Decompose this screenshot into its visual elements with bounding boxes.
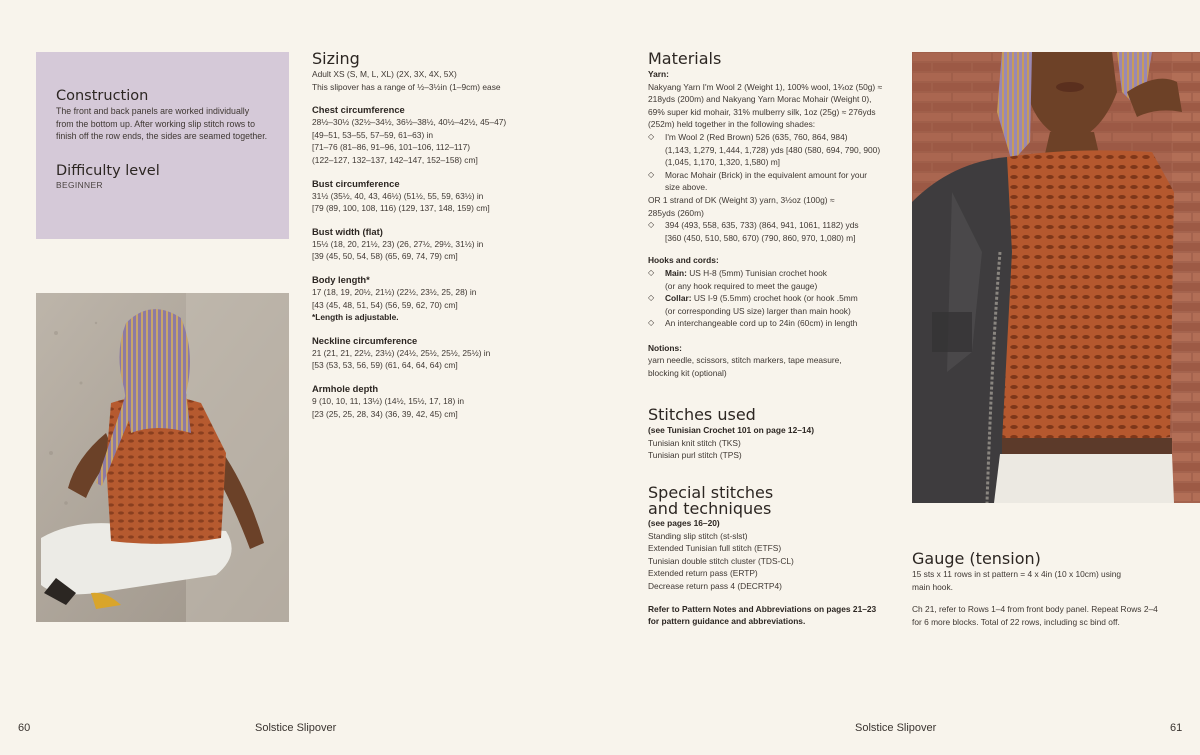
sizing-subsection-title: Chest circumference: [312, 104, 405, 116]
gauge-line: main hook.: [912, 581, 953, 592]
special-stitch-item: Standing slip stitch (st-slst): [648, 530, 748, 541]
bullet-item: [648, 169, 898, 194]
hook-label: Main:: [665, 267, 687, 278]
sizing-value-line: [49–51, 53–55, 57–59, 61–63) in: [312, 129, 434, 140]
notions-label: Notions:: [648, 342, 682, 353]
sizing-subsection-title: Bust width (flat): [312, 225, 383, 237]
sizing-subsection-body: [312, 116, 602, 166]
page-number-right: 61: [1170, 722, 1183, 734]
page-number-left: 60: [18, 722, 31, 734]
materials-section: [648, 49, 898, 380]
back-view-illustration: [36, 293, 289, 622]
sizing-subsection: [312, 177, 602, 215]
special-stitches-section: [648, 485, 898, 628]
sizing-subsection-body: [312, 190, 602, 215]
sizing-subsection: [312, 225, 602, 263]
bullet-line: I'm Wool 2 (Red Brown) 526 (635, 760, 864, 984): [665, 131, 848, 142]
hook-label: Collar:: [665, 293, 692, 304]
gauge-line: for 6 more blocks. Total of 22 rows, including sc bind off.: [912, 616, 1120, 627]
construction-heading: Construction: [56, 88, 149, 104]
bullet-diamond-icon: ◇: [648, 267, 655, 277]
bullet-line: [360 (450, 510, 580, 670) (790, 860, 970, 1,080) m]: [665, 232, 856, 243]
gauge-heading: Gauge (tension): [912, 549, 1041, 568]
notions-line: yarn needle, scissors, stitch markers, tape measure,: [648, 355, 842, 366]
bullet-line: (1,045, 1,170, 1,320, 1,580) m]: [665, 157, 781, 168]
hook-item: [648, 317, 898, 330]
sizing-section: [312, 49, 602, 430]
sizing-subsection-body: [312, 347, 602, 372]
sizing-value-line: 9 (10, 10, 11, 13½) (14½, 15½, 17, 18) in: [312, 395, 465, 406]
yarn-line: (252m) held together in the following shades:: [648, 119, 816, 130]
stitch-item: Tunisian knit stitch (TKS): [648, 437, 741, 448]
gauge-line: 15 sts x 11 rows in st pattern = 4 x 4in (10 x 10cm) using: [912, 569, 1122, 579]
bullet-diamond-icon: ◇: [648, 220, 655, 230]
gauge-line: Ch 21, refer to Rows 1–4 from front body panel. Repeat Rows 2–4: [912, 604, 1158, 615]
special-stitch-item: Tunisian double stitch cluster (TDS-CL): [648, 555, 794, 566]
special-note: Refer to Pattern Notes and Abbreviations on pages 21–23: [648, 603, 877, 614]
construction-panel: [36, 52, 289, 239]
photo-front-view: [912, 52, 1200, 503]
running-title-left: Solstice Slipover: [255, 722, 337, 734]
sizing-subsection-body: [312, 286, 602, 324]
stitches-used-ref: (see Tunisian Crochet 101 on page 12–14): [648, 425, 815, 435]
hook-text: An interchangeable cord up to 24in (60cm) in length: [665, 318, 858, 329]
sizing-intro: [312, 68, 602, 93]
yarn-line: 218yds (200m) and Nakyang Yarn Morac Mohair (Weight 0),: [648, 94, 872, 105]
hook-item: [648, 292, 898, 317]
bullet-line: Morac Mohair (Brick) in the equivalent amount for your: [665, 169, 868, 180]
construction-text: The front and back panels are worked individually from the bottom up. After working slip stitch rows to finish off the row ends, the sides are seamed together.: [56, 106, 268, 142]
yarn-line: 69% super kid mohair, 31% mulberry silk, 1oz (25g) ≈ 276yds: [648, 106, 876, 117]
gauge-section: [912, 549, 1182, 628]
sizing-subsection-title: Bust circumference: [312, 177, 400, 189]
sizing-value-line: [71–76 (81–86, 91–96, 101–106, 112–117): [312, 142, 471, 153]
bullet-diamond-icon: ◇: [648, 131, 655, 141]
sizing-value-line: [79 (89, 100, 108, 116) (129, 137, 148, 159) cm]: [312, 203, 490, 214]
yarn-alt-line: 285yds (260m): [648, 207, 704, 218]
sizing-subsection: [312, 382, 602, 420]
sizing-subsection: [312, 334, 602, 372]
hook-item: [648, 267, 898, 292]
sizing-value-line: 21 (21, 21, 22½, 23½) (24½, 25½, 25½, 25½) in: [312, 347, 491, 358]
hook-text: US I-9 (5.5mm) crochet hook (or hook .5mm: [691, 293, 858, 304]
sizing-value-line: 15½ (18, 20, 21½, 23) (26, 27½, 29½, 31½) in: [312, 238, 484, 249]
hook-line: [665, 267, 898, 280]
special-title-2: and techniques: [648, 499, 772, 518]
special-stitches-heading: [648, 485, 898, 517]
hook-line: [665, 317, 898, 330]
materials-heading: Materials: [648, 49, 722, 68]
special-stitch-item: Extended Tunisian full stitch (ETFS): [648, 543, 782, 554]
front-view-illustration: [912, 52, 1200, 503]
sizing-subsection-body: [312, 395, 602, 420]
running-title-right: Solstice Slipover: [855, 722, 937, 734]
sizing-line: Adult XS (S, M, L, XL) (2X, 3X, 4X, 5X): [312, 69, 457, 79]
sizing-value-line: (122–127, 132–137, 142–147, 152–158) cm]: [312, 154, 478, 165]
sizing-subsection-body: [312, 238, 602, 263]
special-note: for pattern guidance and abbreviations.: [648, 616, 806, 627]
sizing-heading: Sizing: [312, 49, 360, 68]
yarn-label: Yarn:: [648, 69, 669, 79]
photo-back-view: [36, 293, 289, 622]
sizing-subsection: [312, 103, 602, 166]
difficulty-heading: Difficulty level: [56, 162, 160, 179]
sizing-value-line: [39 (45, 50, 54, 58) (65, 69, 74, 79) cm]: [312, 251, 458, 262]
hook-text: US H-8 (5mm) Tunisian crochet hook: [686, 267, 827, 278]
stitch-item: Tunisian purl stitch (TPS): [648, 450, 742, 461]
sizing-line: This slipover has a range of ½–3½in (1–9cm) ease: [312, 81, 501, 92]
bullet-line: (1,143, 1,279, 1,444, 1,728) yds [480 (580, 694, 790, 900): [665, 144, 881, 155]
bullet-diamond-icon: ◇: [648, 169, 655, 179]
sizing-value-line: [23 (25, 25, 28, 34) (36, 39, 42, 45) cm]: [312, 408, 458, 419]
sizing-subsection-title: Armhole depth: [312, 382, 379, 394]
special-stitch-item: Decrease return pass 4 (DECRTP4): [648, 580, 782, 591]
stitches-used-heading: Stitches used: [648, 405, 756, 424]
bullet-diamond-icon: ◇: [648, 293, 655, 303]
bullet-line: size above.: [665, 182, 708, 193]
sizing-subsection-title: Body length*: [312, 273, 370, 285]
sizing-value-line: 17 (18, 19, 20½, 21½) (22½, 23½, 25, 28) in: [312, 286, 477, 297]
special-stitch-item: Extended return pass (ERTP): [648, 568, 758, 579]
sizing-value-line: [53 (53, 53, 56, 59) (61, 64, 64, 64) cm]: [312, 360, 458, 371]
yarn-alt-line: OR 1 strand of DK (Weight 3) yarn, 3½oz (100g) ≈: [648, 194, 835, 205]
sizing-note: *Length is adjustable.: [312, 312, 399, 323]
sizing-subsection: [312, 273, 602, 324]
special-ref: (see pages 16–20): [648, 518, 720, 528]
sizing-value-line: 28½–30½ (32½–34½, 36½–38½, 40½–42½, 45–47): [312, 117, 507, 128]
yarn-line: Nakyang Yarn I'm Wool 2 (Weight 1), 100% wool, 1¾oz (50g) ≈: [648, 81, 883, 92]
bullet-item: [648, 219, 898, 244]
hook-line: (or any hook required to meet the gauge): [665, 280, 818, 291]
sizing-subsection-title: Neckline circumference: [312, 334, 418, 346]
notions-line: blocking kit (optional): [648, 368, 727, 379]
bullet-diamond-icon: ◇: [648, 318, 655, 328]
difficulty-value: BEGINNER: [56, 179, 103, 190]
special-title-1: Special stitches: [648, 483, 774, 502]
hook-line: (or corresponding US size) larger than main hook): [665, 305, 851, 316]
sizing-value-line: 31½ (35½, 40, 43, 46½) (51½, 55, 59, 63½) in: [312, 190, 484, 201]
sizing-value-line: [43 (45, 48, 51, 54) (56, 59, 62, 70) cm]: [312, 299, 458, 310]
bullet-line: 394 (493, 558, 635, 733) (864, 941, 1061, 1182) yds: [665, 220, 859, 231]
stitches-used-section: [648, 405, 898, 462]
bullet-item: [648, 131, 898, 169]
hook-line: [665, 292, 898, 305]
hooks-label: Hooks and cords:: [648, 255, 719, 266]
